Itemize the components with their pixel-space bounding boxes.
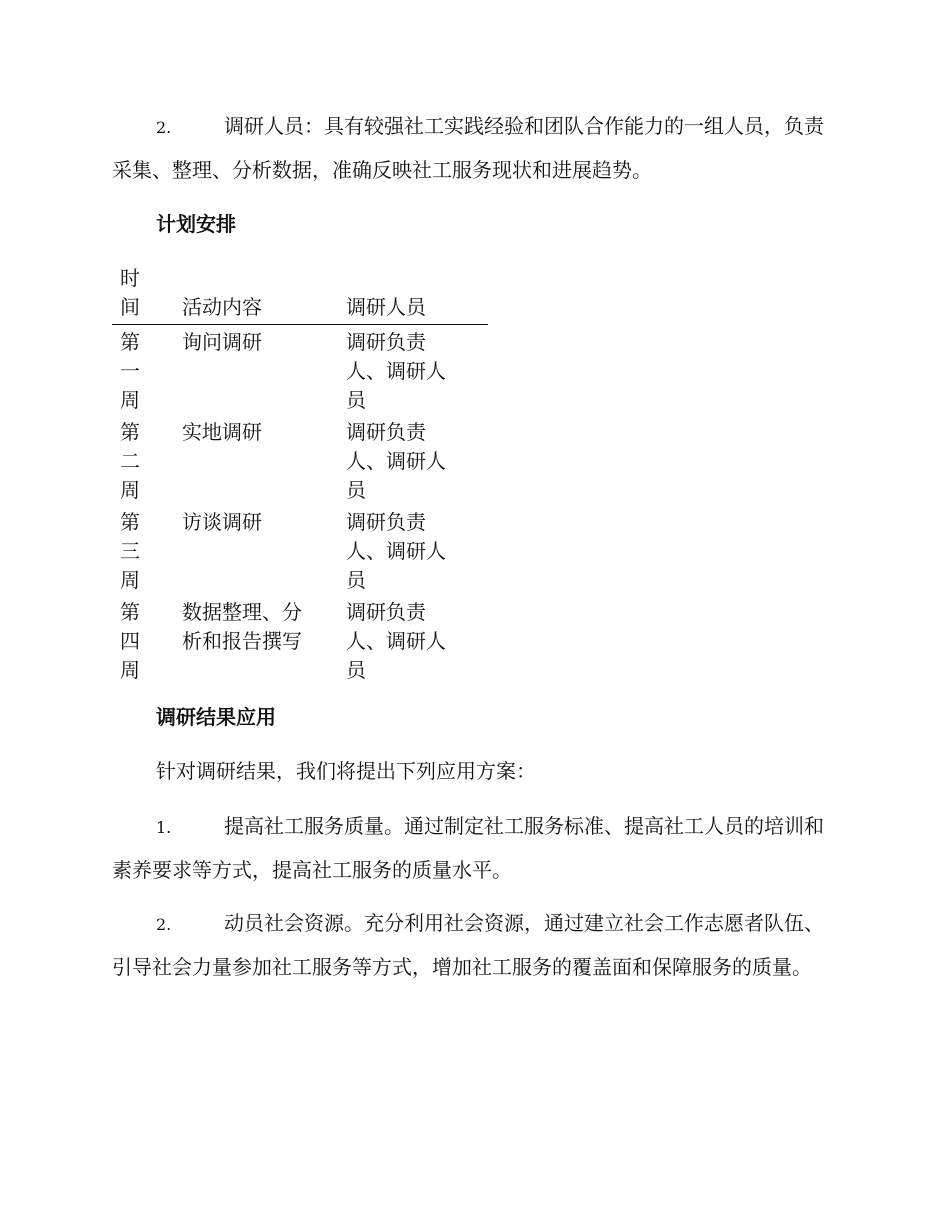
table-header-row bbox=[112, 264, 488, 325]
list-item-research-staff bbox=[112, 105, 836, 192]
table-cell-time: 第二周 bbox=[120, 420, 140, 502]
table-cell-time: 第四周 bbox=[120, 600, 140, 682]
plan-table bbox=[112, 264, 488, 685]
table-cell-people: 调研负责人、调研人员 bbox=[346, 420, 446, 502]
list-item-text: 提高社工服务质量。通过制定社工服务标准、提高社工人员的培训和素养要求等方式，提高社工服务的质量水平。 bbox=[112, 814, 824, 882]
table-header-people: 调研人员 bbox=[346, 264, 488, 325]
table-cell-time: 第三周 bbox=[120, 510, 140, 592]
table-cell-activity: 数据整理、分析和报告撰写 bbox=[182, 600, 302, 653]
table-header-activity: 活动内容 bbox=[182, 264, 346, 325]
table-row bbox=[112, 505, 488, 595]
table-cell-people: 调研负责人、调研人员 bbox=[346, 330, 446, 412]
table-row bbox=[112, 595, 488, 685]
table-header-time: 时间 bbox=[112, 264, 182, 325]
results-intro: 针对调研结果，我们将提出下列应用方案： bbox=[156, 759, 536, 783]
list-item-resources bbox=[112, 902, 836, 989]
list-number: 1. bbox=[156, 818, 172, 837]
list-item-text: 调研人员：具有较强社工实践经验和团队合作能力的一组人员，负责采集、整理、分析数据，准确反映社工服务现状和进展趋势。 bbox=[112, 114, 824, 182]
list-number: 2. bbox=[156, 118, 172, 137]
table-cell-time: 第一周 bbox=[120, 330, 140, 412]
table-cell-people: 调研负责人、调研人员 bbox=[346, 510, 446, 592]
table-cell-activity: 实地调研 bbox=[182, 420, 262, 444]
list-item-quality bbox=[112, 805, 836, 892]
table-cell-activity: 访谈调研 bbox=[182, 510, 262, 534]
section-heading-results: 调研结果应用 bbox=[156, 705, 276, 729]
list-item-text: 动员社会资源。充分利用社会资源，通过建立社会工作志愿者队伍、引导社会力量参加社工服务等方式，增加社工服务的覆盖面和保障服务的质量。 bbox=[112, 911, 824, 979]
list-number: 2. bbox=[156, 915, 172, 934]
table-cell-activity: 询问调研 bbox=[182, 330, 262, 354]
table-cell-people: 调研负责人、调研人员 bbox=[346, 600, 446, 682]
table-row bbox=[112, 415, 488, 505]
table-row bbox=[112, 325, 488, 416]
section-heading-plan: 计划安排 bbox=[156, 212, 236, 236]
